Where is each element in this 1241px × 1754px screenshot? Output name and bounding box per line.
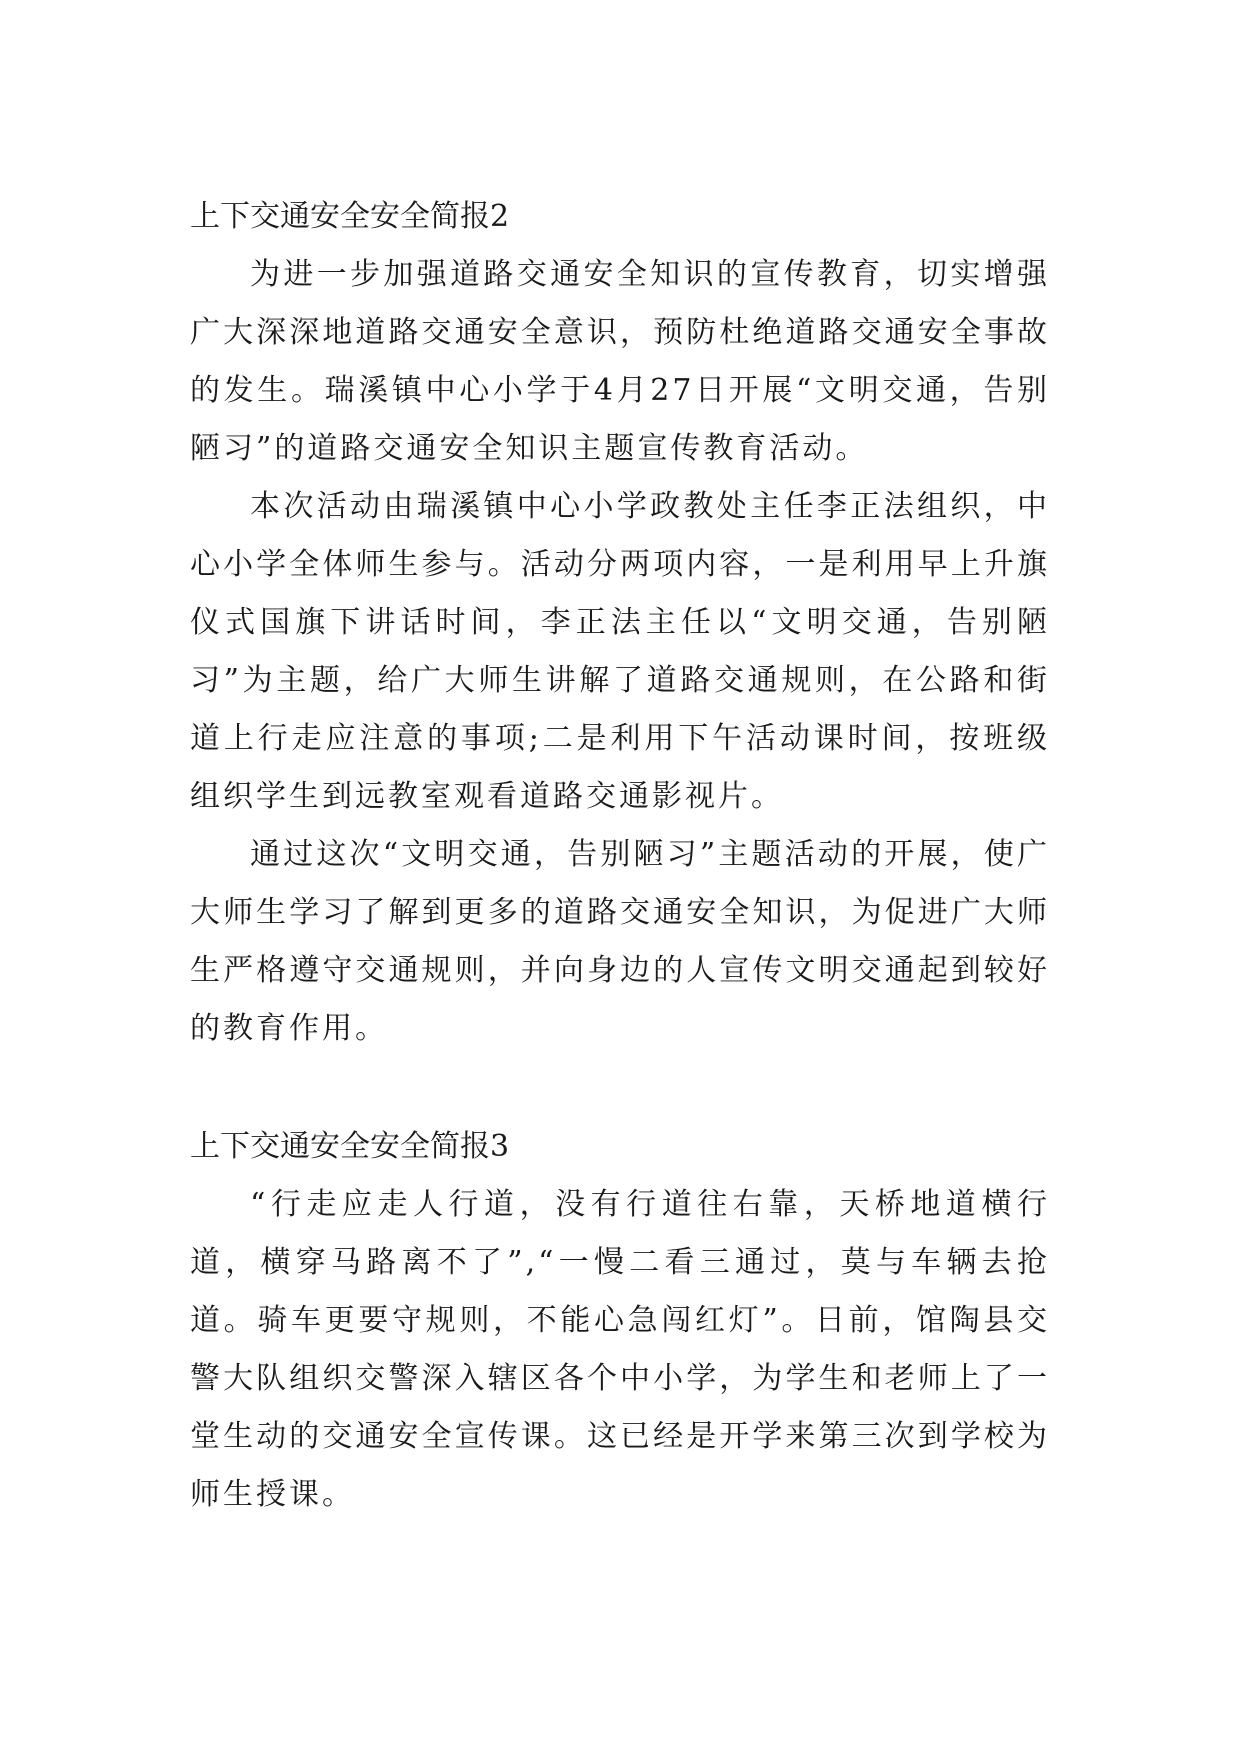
paragraph: 为进一步加强道路交通安全知识的宣传教育，切实增强广大深深地道路交通安全意识，预防杜绝道路交通安全事故的发生。瑞溪镇中心小学于4月27日开展“文明交通，告别陋习”的道路交通安全知识主题宣传教育活动。 [190,257,1050,466]
section-briefing-2 [190,188,1050,1058]
section-briefing-3 [190,1118,1050,1524]
section-heading: 上下交通安全安全简报3 [190,1129,510,1164]
paragraph: 本次活动由瑞溪镇中心小学政教处主任李正法组织，中心小学全体师生参与。活动分两项内容，一是利用早上升旗仪式国旗下讲话时间，李正法主任以“文明交通，告别陋习”为主题，给广大师生讲解了道路交通规则，在公路和街道上行走应注意的事项;二是利用下午活动课时间，按班级组织学生到远教室观看道路交通影视片。 [190,489,1050,814]
document-body [190,188,1050,1524]
section-heading: 上下交通安全安全简报2 [190,199,510,234]
paragraph: “行走应走人行道，没有行道往右靠，天桥地道横行道，横穿马路离不了”,“一慢二看三通过，莫与车辆去抢道。骑车更要守规则，不能心急闯红灯”。日前，馆陶县交警大队组织交警深入辖区各个中小学，为学生和老师上了一堂生动的交通安全宣传课。这已经是开学来第三次到学校为师生授课。 [190,1187,1050,1512]
paragraph: 通过这次“文明交通，告别陋习”主题活动的开展，使广大师生学习了解到更多的道路交通安全知识，为促进广大师生严格遵守交通规则，并向身边的人宣传文明交通起到较好的教育作用。 [190,837,1050,1046]
